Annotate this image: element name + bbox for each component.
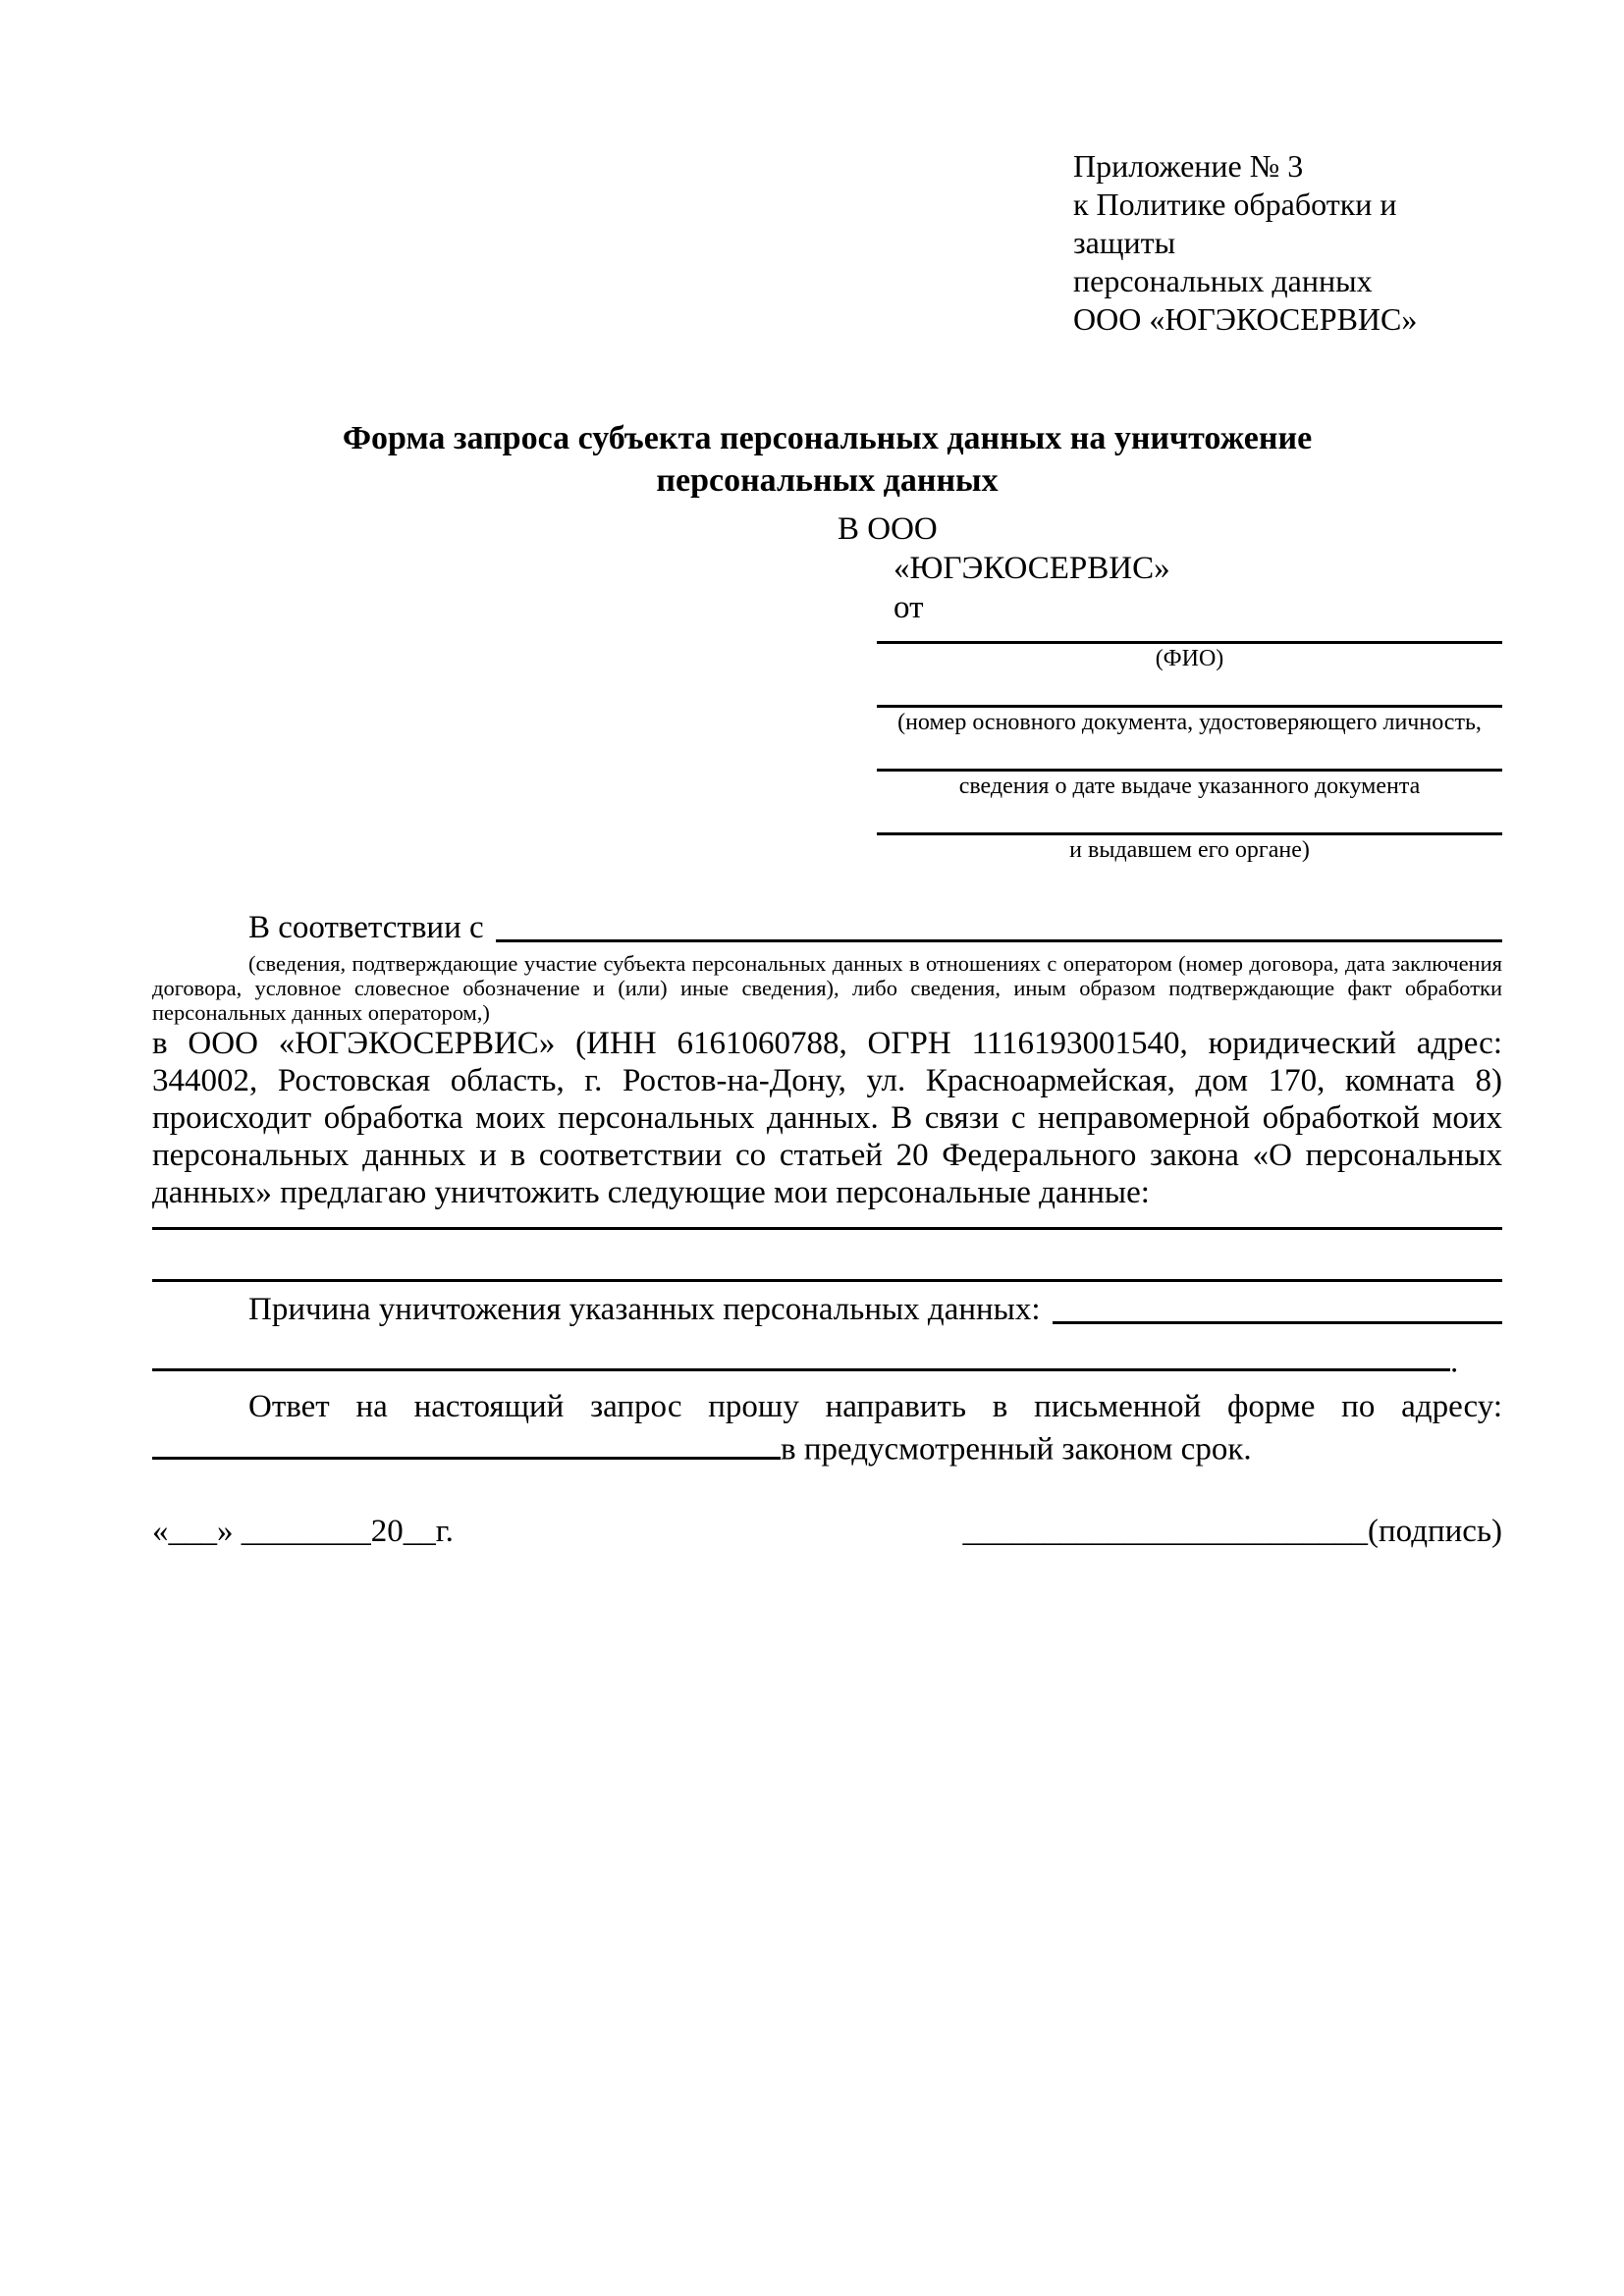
addressee-to: В ООО <box>838 511 938 547</box>
appendix-line: ООО «ЮГЭКОСЕРВИС» <box>1073 301 1418 337</box>
signature-label: (подпись) <box>1368 1513 1502 1549</box>
data-blank-line-1 <box>152 1211 1502 1230</box>
page-title-line2: персональных данных <box>656 462 999 499</box>
accordance-footnote: (сведения, подтверждающие участие субъекта персональных данных в отношениях с оператором (номер договора, дата заключения договора, условное словесное обозначение и (или) иные сведения), либо сведения, иным образом подтверждающие факт обработки персональных данных оператором,) <box>152 951 1502 1025</box>
addressee-block <box>152 509 1502 627</box>
appendix-block <box>1073 147 1502 339</box>
reason-label: Причина уничтожения указанных персональных данных: <box>248 1292 1041 1327</box>
page-title <box>152 417 1502 502</box>
doc-date-label: сведения о дате выдаче указанного документа <box>958 774 1421 799</box>
doc-number-label: (номер основного документа, удостоверяющего личность, <box>897 710 1482 735</box>
doc-number-blank-line <box>877 673 1502 708</box>
signature-blank-line: _________________________ <box>962 1513 1368 1549</box>
accordance-prefix: В соответствии с <box>248 910 484 945</box>
reason-blank-line <box>1053 1290 1502 1324</box>
signature-group <box>963 1511 1503 1552</box>
reason-period: . <box>1450 1344 1459 1380</box>
appendix-line: к Политике обработки и защиты <box>1073 187 1397 260</box>
date-blank-line: «___» ________20__г. <box>152 1513 454 1549</box>
addressee-from: от <box>893 590 924 625</box>
doc-date-blank-line <box>877 737 1502 772</box>
fio-label: (ФИО) <box>1155 646 1224 671</box>
appendix-line: Приложение № 3 <box>1073 148 1304 184</box>
reason-continuation <box>152 1339 1502 1381</box>
addressee-org: «ЮГЭКОСЕРВИС» <box>893 551 1170 586</box>
response-sentence: Ответ на настоящий запрос прошу направить в письменной форме по адресу: <box>248 1389 1502 1425</box>
response-address-line <box>152 1426 1502 1470</box>
doc-issuer-blank-line <box>877 801 1502 835</box>
identity-fields-block <box>877 627 1502 865</box>
page-title-line1: Форма запроса субъекта персональных данных на уничтожение <box>342 420 1313 456</box>
accordance-line <box>152 908 1502 947</box>
accordance-blank-line <box>496 908 1502 942</box>
appendix-line: персональных данных <box>1073 263 1373 298</box>
reason-line <box>152 1290 1502 1329</box>
fio-blank-line <box>877 627 1502 644</box>
data-blank-line-2 <box>152 1230 1502 1282</box>
response-address-blank-line <box>152 1426 781 1459</box>
footer-row <box>152 1511 1502 1552</box>
doc-issuer-label: и выдавшем его органе) <box>1069 837 1310 863</box>
response-suffix: в предусмотренный законом срок. <box>781 1431 1252 1468</box>
reason-continuation-blank-line <box>152 1339 1450 1371</box>
body-paragraph: в ООО «ЮГЭКОСЕРВИС» (ИНН 6161060788, ОГРН 1116193001540, юридический адрес: 344002, Ростовская область, г. Ростов-на-Дону, ул. Красноармейская, дом 170, комната 8) происходит обработка моих персональных данных. В связи с неправомерной обработкой моих персональных данных и в соответствии со статьей 20 Федерального закона «О персональных данных» предлагаю уничтожить следующие мои персональные данные: <box>152 1026 1502 1210</box>
